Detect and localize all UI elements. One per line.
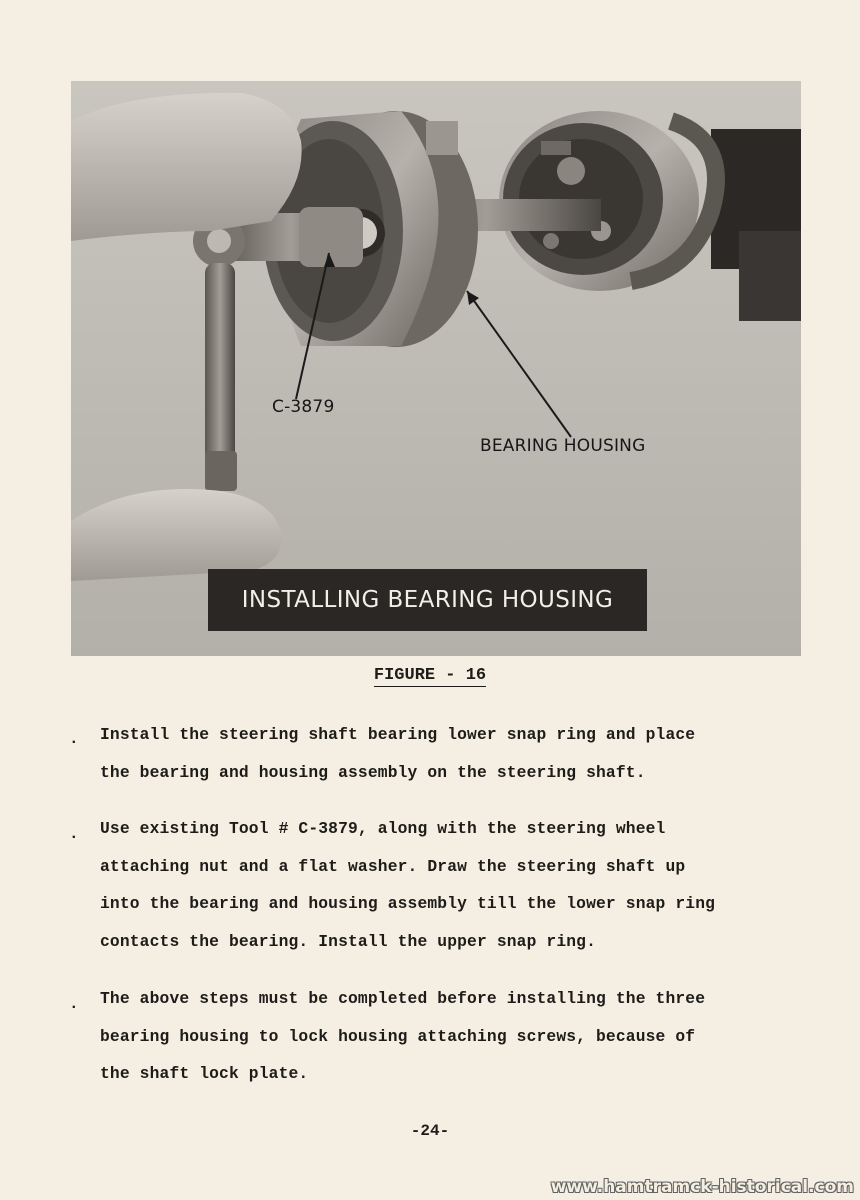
instruction-paragraph-3 [100,980,800,1093]
text-line: contacts the bearing. Install the upper snap ring. [100,931,597,951]
figure-title [0,666,860,685]
bullet-2: . [69,825,79,843]
upper-hand [71,93,302,241]
figure-photo [71,81,801,656]
photo-caption-overlay: INSTALLING BEARING HOUSING [208,569,647,631]
instruction-paragraph-2 [100,810,800,960]
bullet-1: . [69,730,79,748]
instruction-paragraph-1 [100,716,800,791]
text-line: the bearing and housing assembly on the steering shaft. [100,762,646,782]
text-line: attaching nut and a flat washer. Draw the steering shaft up [100,856,686,876]
callout-label-housing: BEARING HOUSING [480,436,646,456]
text-line: Install the steering shaft bearing lower snap ring and place [100,725,696,744]
figure-title-text: FIGURE - 16 [373,666,487,685]
text-line: The above steps must be completed before installing the three [100,989,706,1008]
bullet-3: . [69,995,79,1013]
text-line: the shaft lock plate. [100,1064,309,1083]
callout-label-tool: C-3879 [272,397,335,417]
text-line: Use existing Tool # C-3879, along with the steering wheel [100,819,666,838]
text-line: bearing housing to lock housing attaching screws, because of [100,1026,696,1046]
page-number: -24- [410,1122,450,1140]
text-line: into the bearing and housing assembly till the lower snap ring [100,894,716,913]
site-watermark: www.hamtramck-historical.com [550,1177,854,1197]
